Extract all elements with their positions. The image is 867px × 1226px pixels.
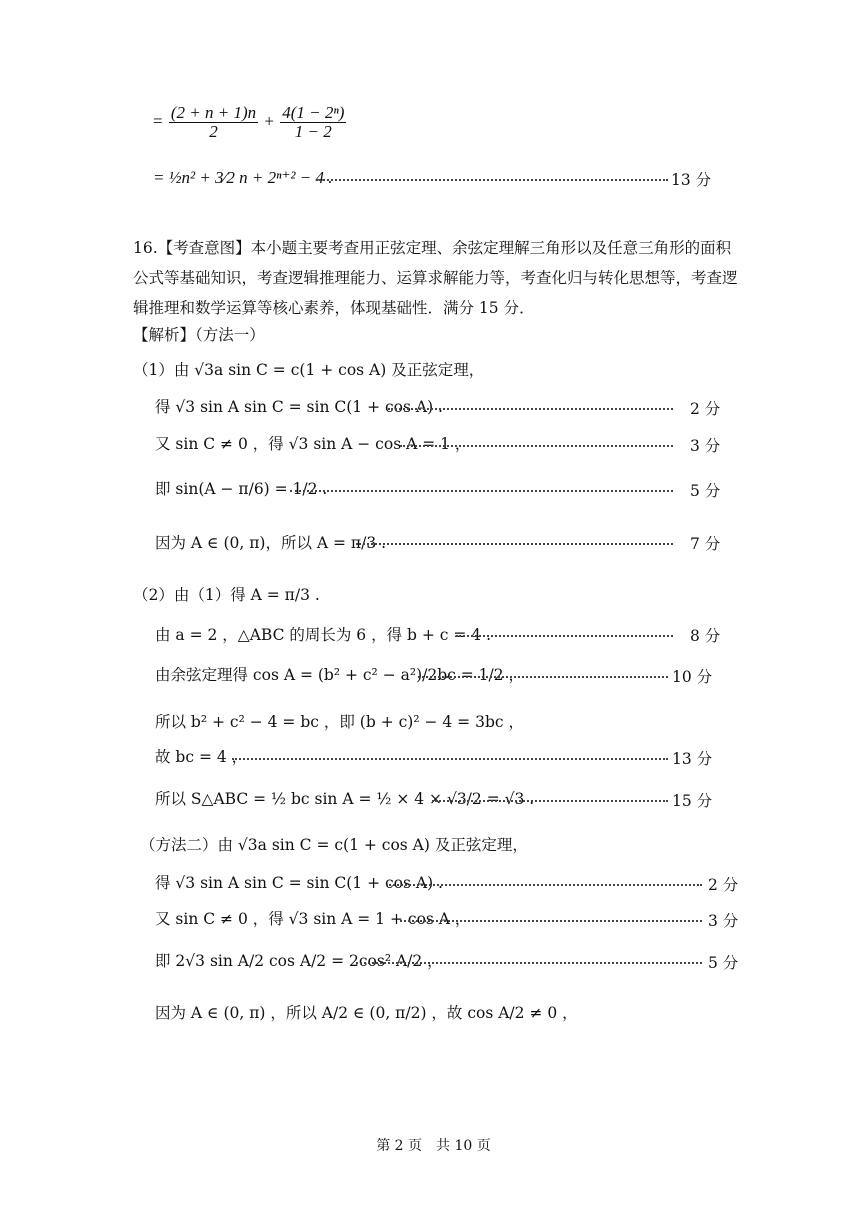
dot-leader <box>456 635 673 637</box>
part2-line-3: 所以 b² + c² − 4 = bc ，即 (b + c)² − 4 = 3bc ， <box>155 713 524 731</box>
analysis-heading: 【解析】（方法一） <box>133 326 265 344</box>
part1-heading: （1）由 √3a sin C = c(1 + cos A) 及正弦定理， <box>133 361 485 379</box>
dot-leader <box>290 490 673 492</box>
dot-leader <box>432 800 668 802</box>
dot-leader <box>356 962 702 964</box>
dot-leader <box>418 676 668 678</box>
score: 2 分 <box>708 876 739 894</box>
part2-line-1: 由 a = 2 ，△ABC 的周长为 6 ，得 b + c = 4 . <box>155 626 492 644</box>
page-footer: 第 2 页 共 10 页 <box>376 1138 491 1154</box>
method2-line-2: 又 sin C ≠ 0 ，得 √3 sin A = 1 + cos A ， <box>155 910 471 928</box>
score: 5 分 <box>690 482 721 500</box>
dot-leader <box>232 758 668 760</box>
part1-line-4: 因为 A ∈ (0, π)，所以 A = π/3 . <box>155 534 387 552</box>
dot-leader <box>386 884 702 886</box>
score: 10 分 <box>672 668 713 686</box>
score: 8 分 <box>690 627 721 645</box>
method2-heading: （方法二）由 √3a sin C = c(1 + cos A) 及正弦定理， <box>140 836 528 854</box>
eq-line-2: = ½n² + 3⁄2 n + 2ⁿ⁺² − 4 . <box>153 168 333 187</box>
question-16-intro: 16.【考查意图】本小题主要考查用正弦定理、余弦定理解三角形以及任意三角形的面积公式等基础知识，考查逻辑推理能力、运算求解能力等，考查化归与转化思想等，考查逻辑推理和数学运算等核心素养，体现基础性．满分 15 分． <box>133 239 738 317</box>
score: 7 分 <box>690 535 721 553</box>
part2-line-5: 所以 S△ABC = ½ bc sin A = ½ × 4 × √3/2 = √3 . <box>155 790 535 808</box>
method2-line-1: 得 √3 sin A sin C = sin C(1 + cos A) . <box>155 874 443 892</box>
eq-line-1: = $\frac{(2 + n + 1)n}{2}$ + $\frac{\text{4(1 − 2ⁿ)}}{1 - 2}$ <box>153 103 345 141</box>
dot-leader <box>400 445 673 447</box>
method2-line-3: 即 2√3 sin A/2 cos A/2 = 2cos² A/2 ， <box>155 952 443 970</box>
dot-leader <box>316 179 668 181</box>
part1-line-3: 即 sin(A − π/6) = 1/2 . <box>155 480 328 498</box>
dot-leader <box>400 920 702 922</box>
part2-heading: （2）由（1）得 A = π/3 . <box>133 586 320 604</box>
score: 5 分 <box>708 954 739 972</box>
part2-line-4: 故 bc = 4 ， <box>155 748 248 766</box>
score: 13 分 <box>671 171 712 189</box>
score: 15 分 <box>672 792 713 810</box>
dot-leader <box>388 408 673 410</box>
score: 2 分 <box>690 400 721 418</box>
dot-leader <box>356 543 673 545</box>
score: 3 分 <box>708 912 739 930</box>
part2-line-2: 由余弦定理得 cos A = (b² + c² − a²)/2bc = 1/2 ， <box>155 666 525 684</box>
part1-line-1: 得 √3 sin A sin C = sin C(1 + cos A) . <box>155 398 443 416</box>
method2-line-4: 因为 A ∈ (0, π) ，所以 A/2 ∈ (0, π/2) ，故 cos A/2 ≠ 0 ， <box>155 1004 578 1022</box>
part1-line-2: 又 sin C ≠ 0 ，得 √3 sin A − cos A = 1 ， <box>155 435 471 453</box>
score: 3 分 <box>690 437 721 455</box>
score: 13 分 <box>672 750 713 768</box>
